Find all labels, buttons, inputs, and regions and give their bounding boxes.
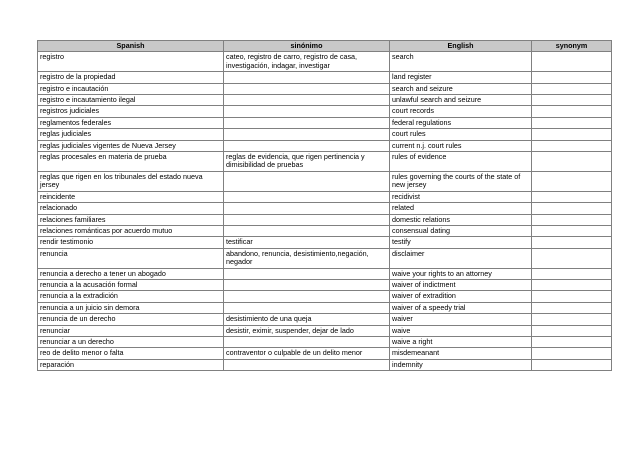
cell-sinonimo [224,106,390,117]
cell-synonym [532,268,612,279]
cell-synonym [532,291,612,302]
table-body [38,52,612,371]
cell-english: unlawful search and seizure [390,95,532,106]
cell-synonym [532,248,612,268]
table-row [38,152,612,172]
cell-synonym [532,171,612,191]
cell-synonym [532,95,612,106]
cell-sinonimo [224,359,390,370]
table-row [38,268,612,279]
cell-sinonimo: reglas de evidencia, que rigen pertinencia y dimisibilidad de pruebas [224,152,390,172]
cell-english: rules of evidence [390,152,532,172]
table-row [38,291,612,302]
table-row [38,225,612,236]
cell-spanish: reglamentos federales [38,117,224,128]
cell-sinonimo [224,140,390,151]
cell-sinonimo [224,95,390,106]
table-row [38,106,612,117]
cell-sinonimo [224,279,390,290]
table-row [38,359,612,370]
cell-synonym [532,52,612,72]
table-row [38,248,612,268]
cell-spanish: renuncia de un derecho [38,314,224,325]
cell-english: federal regulations [390,117,532,128]
cell-english: current n.j. court rules [390,140,532,151]
cell-english: search [390,52,532,72]
cell-synonym [532,214,612,225]
table-row [38,140,612,151]
cell-spanish: renuncia a la acusación formal [38,279,224,290]
cell-spanish: relaciones familiares [38,214,224,225]
table-row [38,279,612,290]
cell-english: related [390,203,532,214]
table-row [38,325,612,336]
cell-spanish: reglas judiciales [38,129,224,140]
cell-spanish: reparación [38,359,224,370]
cell-sinonimo [224,291,390,302]
cell-english: search and seizure [390,83,532,94]
cell-sinonimo [224,72,390,83]
cell-synonym [532,129,612,140]
cell-sinonimo: testificar [224,237,390,248]
cell-spanish: renuncia a derecho a tener un abogado [38,268,224,279]
cell-english: waiver of a speedy trial [390,302,532,313]
table-header [38,41,612,52]
cell-spanish: renunciar [38,325,224,336]
table-row [38,95,612,106]
cell-synonym [532,152,612,172]
cell-synonym [532,314,612,325]
cell-spanish: registro [38,52,224,72]
cell-spanish: reo de delito menor o falta [38,348,224,359]
cell-synonym [532,203,612,214]
table-row [38,117,612,128]
cell-sinonimo [224,302,390,313]
cell-english: court rules [390,129,532,140]
cell-sinonimo [224,203,390,214]
cell-sinonimo [224,117,390,128]
cell-spanish: registro de la propiedad [38,72,224,83]
cell-synonym [532,325,612,336]
table-row [38,237,612,248]
cell-synonym [532,117,612,128]
table-row [38,52,612,72]
cell-english: domestic relations [390,214,532,225]
cell-sinonimo [224,83,390,94]
cell-english: waive [390,325,532,336]
cell-english: indemnity [390,359,532,370]
cell-spanish: registros judiciales [38,106,224,117]
cell-sinonimo: cateo, registro de carro, registro de casa, investigación, indagar, investigar [224,52,390,72]
table-row [38,348,612,359]
table-row [38,129,612,140]
cell-sinonimo: contraventor o culpable de un delito menor [224,348,390,359]
cell-english: misdemeanant [390,348,532,359]
glossary-table [37,40,612,371]
cell-english: court records [390,106,532,117]
column-header-english: English [390,41,532,52]
cell-sinonimo [224,129,390,140]
cell-sinonimo [224,214,390,225]
cell-synonym [532,72,612,83]
cell-english: consensual dating [390,225,532,236]
cell-spanish: reglas procesales en materia de prueba [38,152,224,172]
cell-synonym [532,83,612,94]
cell-sinonimo [224,191,390,202]
table-row [38,302,612,313]
cell-synonym [532,302,612,313]
cell-spanish: reglas judiciales vigentes de Nueva Jersey [38,140,224,151]
cell-synonym [532,237,612,248]
column-header-synonym: synonym [532,41,612,52]
cell-sinonimo [224,268,390,279]
cell-spanish: relacionado [38,203,224,214]
cell-english: testify [390,237,532,248]
cell-synonym [532,191,612,202]
cell-spanish: reglas que rigen en los tribunales del estado nueva jersey [38,171,224,191]
cell-spanish: registro e incautamiento ilegal [38,95,224,106]
column-header-spanish: Spanish [38,41,224,52]
cell-spanish: reincidente [38,191,224,202]
cell-english: waive your rights to an attorney [390,268,532,279]
cell-synonym [532,106,612,117]
header-row [38,41,612,52]
cell-synonym [532,279,612,290]
cell-spanish: registro e incautación [38,83,224,94]
table-row [38,83,612,94]
table-row [38,314,612,325]
cell-synonym [532,140,612,151]
cell-spanish: relaciones románticas por acuerdo mutuo [38,225,224,236]
cell-english: waiver [390,314,532,325]
cell-english: waive a right [390,336,532,347]
cell-spanish: renuncia [38,248,224,268]
table-row [38,171,612,191]
cell-sinonimo: desistir, eximir, suspender, dejar de lado [224,325,390,336]
cell-sinonimo [224,336,390,347]
cell-english: land register [390,72,532,83]
cell-english: rules governing the courts of the state of new jersey [390,171,532,191]
cell-synonym [532,336,612,347]
table-row [38,191,612,202]
table-row [38,72,612,83]
cell-sinonimo: desistimiento de una queja [224,314,390,325]
cell-spanish: renunciar a un derecho [38,336,224,347]
cell-english: waiver of indictment [390,279,532,290]
cell-sinonimo: abandono, renuncia, desistimiento,negación, negador [224,248,390,268]
cell-synonym [532,348,612,359]
table-row [38,214,612,225]
cell-sinonimo [224,225,390,236]
cell-synonym [532,225,612,236]
cell-english: disclaimer [390,248,532,268]
table-row [38,336,612,347]
cell-sinonimo [224,171,390,191]
cell-english: recidivist [390,191,532,202]
cell-spanish: rendir testimonio [38,237,224,248]
cell-synonym [532,359,612,370]
table-row [38,203,612,214]
cell-english: waiver of extradition [390,291,532,302]
cell-spanish: renuncia a un juicio sin demora [38,302,224,313]
column-header-sinonimo: sinónimo [224,41,390,52]
cell-spanish: renuncia a la extradición [38,291,224,302]
